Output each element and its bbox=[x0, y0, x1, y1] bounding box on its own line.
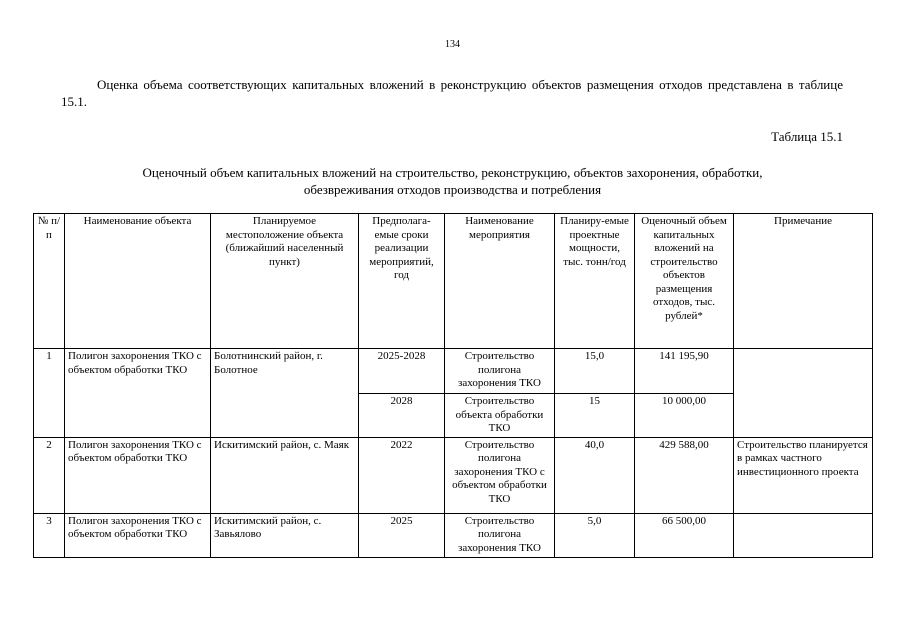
row-years: 2022 bbox=[359, 437, 445, 513]
table-row bbox=[34, 513, 873, 557]
page-number: 134 bbox=[445, 39, 460, 50]
row-note bbox=[734, 349, 873, 438]
row-num: 1 bbox=[34, 349, 65, 438]
row-measure: Строительство объекта обработки ТКО bbox=[445, 394, 555, 438]
row-years: 2025-2028 bbox=[359, 349, 445, 394]
row-cost: 66 500,00 bbox=[635, 513, 734, 557]
table-title-line-2: обезвреживания отходов производства и потребления bbox=[303, 182, 602, 197]
header-num: № п/п bbox=[34, 214, 65, 349]
capital-investment-table bbox=[33, 213, 873, 558]
row-cost: 10 000,00 bbox=[635, 394, 734, 438]
row-measure: Строительство полигона захоронения ТКО bbox=[445, 349, 555, 394]
table-label: Таблица 15.1 bbox=[771, 129, 843, 144]
row-note bbox=[734, 513, 873, 557]
table-row bbox=[34, 349, 873, 394]
row-capacity: 40,0 bbox=[555, 437, 635, 513]
row-cost: 141 195,90 bbox=[635, 349, 734, 394]
row-capacity: 15,0 bbox=[555, 349, 635, 394]
table-title-line-1: Оценочный объем капитальных вложений на строительство, реконструкцию, объектов захоронения, обработки, bbox=[142, 165, 763, 180]
header-note: Примечание bbox=[734, 214, 873, 349]
table-row bbox=[34, 437, 873, 513]
row-years: 2025 bbox=[359, 513, 445, 557]
row-location: Искитимский район, с. Маяк bbox=[211, 437, 359, 513]
row-capacity: 5,0 bbox=[555, 513, 635, 557]
header-measure: Наименование мероприятия bbox=[445, 214, 555, 349]
row-location: Болотнинский район, г. Болотное bbox=[211, 349, 359, 438]
row-years: 2028 bbox=[359, 394, 445, 438]
row-capacity: 15 bbox=[555, 394, 635, 438]
row-note: Строительство планируется в рамках частного инвестиционного проекта bbox=[734, 437, 873, 513]
row-cost: 429 588,00 bbox=[635, 437, 734, 513]
header-years: Предполага-емые сроки реализации мероприятий, год bbox=[359, 214, 445, 349]
row-object-name: Полигон захоронения ТКО с объектом обработки ТКО bbox=[65, 349, 211, 438]
row-object-name: Полигон захоронения ТКО с объектом обработки ТКО bbox=[65, 513, 211, 557]
header-location: Планируемое местоположение объекта (ближайший населенный пункт) bbox=[211, 214, 359, 349]
table-header-row bbox=[34, 214, 873, 349]
header-capacity: Планиру-емые проектные мощности, тыс. тонн/год bbox=[555, 214, 635, 349]
header-cost: Оценочный объем капитальных вложений на строительство объектов размещения отходов, тыс. рублей* bbox=[635, 214, 734, 349]
row-object-name: Полигон захоронения ТКО с объектом обработки ТКО bbox=[65, 437, 211, 513]
row-num: 2 bbox=[34, 437, 65, 513]
row-measure: Строительство полигона захоронения ТКО с объектом обработки ТКО bbox=[445, 437, 555, 513]
row-measure: Строительство полигона захоронения ТКО bbox=[445, 513, 555, 557]
header-object-name: Наименование объекта bbox=[65, 214, 211, 349]
row-location: Искитимский район, с. Завьялово bbox=[211, 513, 359, 557]
intro-paragraph: Оценка объема соответствующих капитальных вложений в реконструкцию объектов размещения отходов представлена в таблице 15.1. bbox=[61, 77, 843, 109]
row-num: 3 bbox=[34, 513, 65, 557]
table-title bbox=[40, 164, 865, 198]
